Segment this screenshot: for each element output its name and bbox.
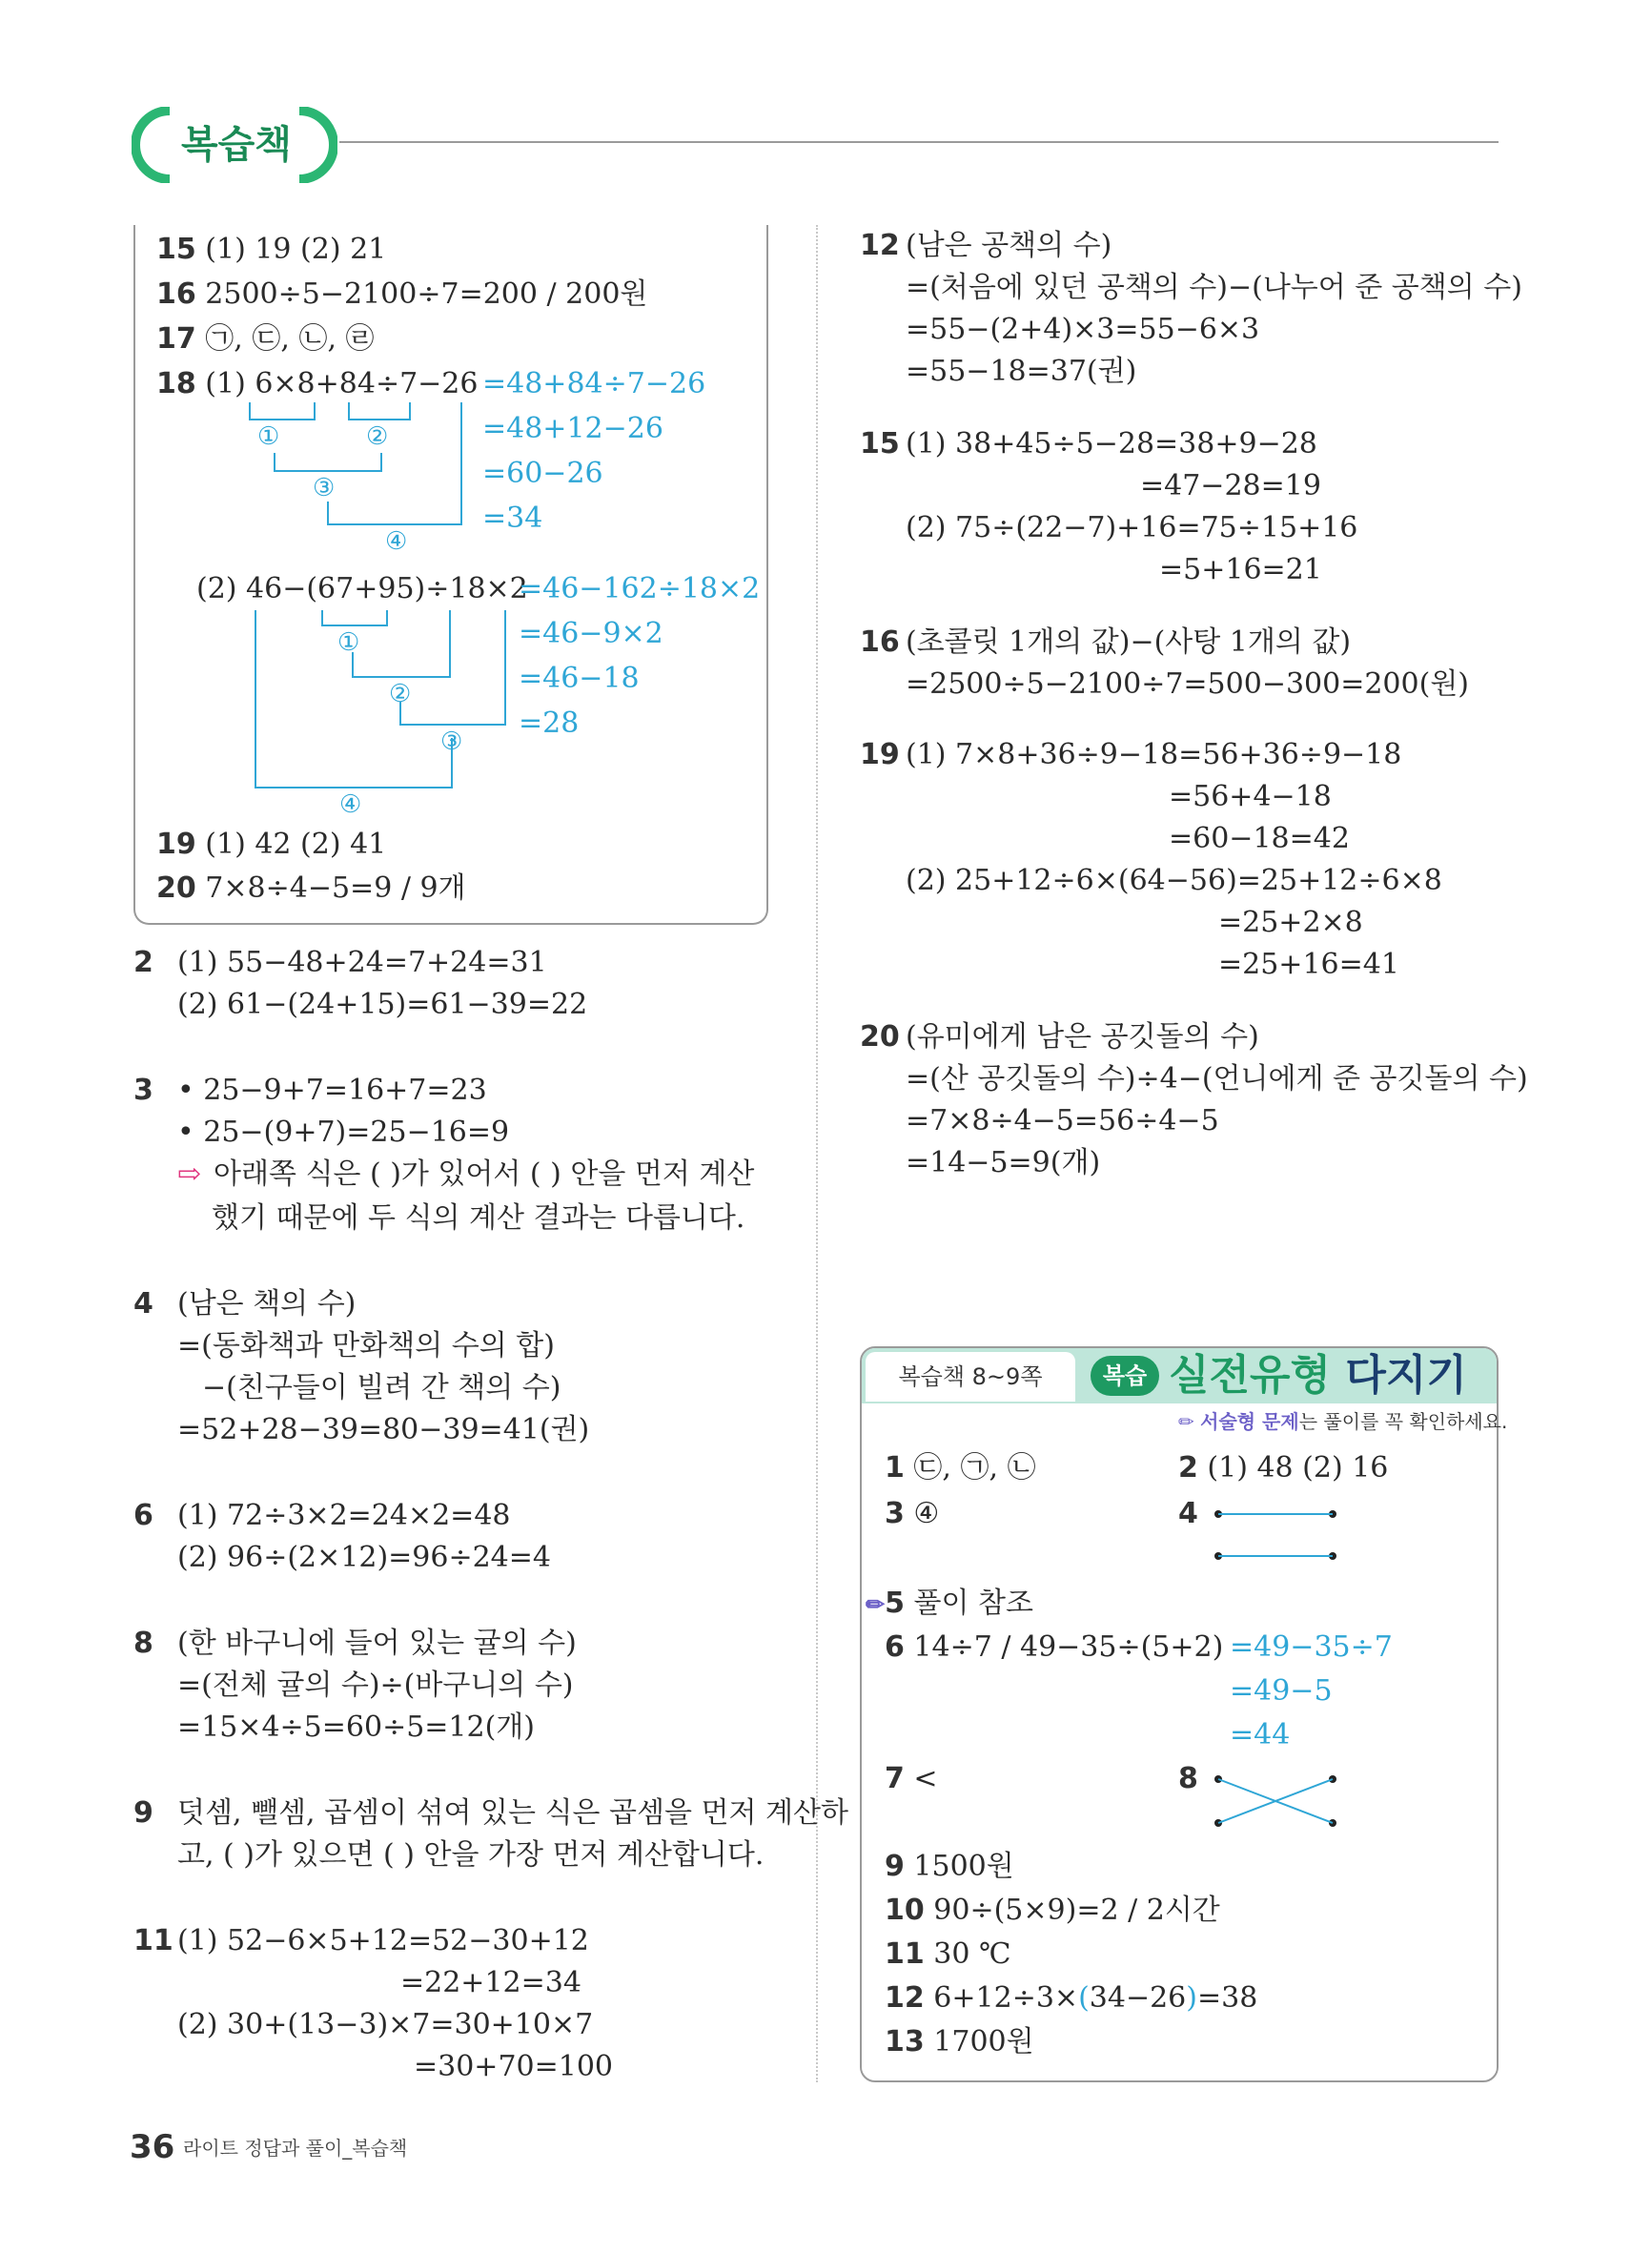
pencil-icon: ✏ — [866, 1590, 886, 1618]
written-answer-note: ✏ 서술형 문제는 풀이를 꼭 확인하세요. — [1178, 1410, 1508, 1433]
q18-2-expression: (2) 46−(67+95)÷18×2 — [196, 572, 528, 605]
q16-line-1: (초콜릿 1개의 값)−(사탕 1개의 값) — [906, 625, 1352, 659]
q20-number: 20 — [860, 1020, 900, 1054]
q8-line-3: =15×4÷5=60÷5=12(개) — [177, 1710, 535, 1744]
answer-item-16: 16 2500÷5−2100÷7=200 / 200원 — [156, 277, 648, 311]
practice-answer-9: 9 1500원 — [885, 1850, 1014, 1883]
q15-line-2: =47−28=19 — [1140, 469, 1321, 502]
q18-2-step-1: =46−162÷18×2 — [519, 572, 761, 605]
page-range-tab: 복습책 8~9쪽 — [866, 1352, 1075, 1402]
q19-line-4: (2) 25+12÷6×(64−56)=25+12÷6×8 — [906, 864, 1442, 897]
practice-answer-8: 8 — [1178, 1762, 1198, 1795]
q11-line-4: =30+70=100 — [414, 2050, 614, 2083]
q8-number: 8 — [133, 1627, 153, 1660]
q11-line-2: =22+12=34 — [400, 1966, 581, 1999]
q16-line-2: =2500÷5−2100÷7=500−300=200(원) — [906, 667, 1469, 701]
order-mark-2: ② — [389, 680, 412, 708]
practice-answer-5: ✏5 풀이 참조 — [866, 1587, 1033, 1620]
q3-line-2: • 25−(9+7)=25−16=9 — [177, 1116, 510, 1149]
q11-line-1: (1) 52−6×5+12=52−30+12 — [177, 1924, 589, 1957]
q18-1-step-3: =60−26 — [482, 457, 603, 490]
q8-line-1: (한 바구니에 들어 있는 귤의 수) — [177, 1627, 577, 1660]
q12-number: 12 — [860, 229, 900, 262]
practice-answer-1: 1 ㉢, ㉠, ㉡ — [885, 1451, 1036, 1485]
q15-number: 15 — [860, 427, 900, 461]
pencil-icon: ✏ — [1178, 1410, 1194, 1433]
q18-1-step-1: =48+84÷7−26 — [482, 367, 706, 400]
q4-line-4: =52+28−39=80−39=41(권) — [177, 1413, 590, 1446]
q18-2-step-4: =28 — [519, 707, 580, 740]
q11-number: 11 — [133, 1924, 173, 1957]
q6-line-2: (2) 96÷(2×12)=96÷24=4 — [177, 1541, 551, 1574]
q9-line-1: 덧셈, 뺄셈, 곱셈이 섞여 있는 식은 곱셈을 먼저 계산하 — [177, 1796, 848, 1830]
order-mark-1: ① — [337, 628, 360, 657]
q2-line-1: (1) 55−48+24=7+24=31 — [177, 946, 547, 979]
q20-line-1: (유미에게 남은 공깃돌의 수) — [906, 1020, 1259, 1054]
q19-line-3: =60−18=42 — [1169, 822, 1350, 855]
q15-line-3: (2) 75÷(22−7)+16=75÷15+16 — [906, 511, 1358, 544]
q15-line-4: =5+16=21 — [1159, 553, 1322, 586]
q20-line-3: =7×8÷4−5=56÷4−5 — [906, 1104, 1219, 1137]
answer-item-19: 19 (1) 42 (2) 41 — [156, 828, 387, 861]
practice-answer-12: 12 6+12÷3×(34−26)=38 — [885, 1981, 1258, 2015]
order-mark-3: ③ — [440, 727, 463, 756]
practice-answer-2: 2 (1) 48 (2) 16 — [1178, 1451, 1389, 1485]
q18-1-step-2: =48+12−26 — [482, 412, 663, 445]
answer-item-15: 15 (1) 19 (2) 21 — [156, 233, 387, 266]
q2-line-2: (2) 61−(24+15)=61−39=22 — [177, 988, 588, 1021]
header-title: 복습책 — [181, 123, 292, 167]
q18-2-step-3: =46−18 — [519, 662, 640, 695]
q9-line-2: 고, ( )가 있으면 ( ) 안을 가장 먼저 계산합니다. — [177, 1838, 765, 1872]
q20-line-2: =(산 공깃돌의 수)÷4−(언니에게 준 공깃돌의 수) — [906, 1062, 1528, 1096]
footer-label: 라이트 정답과 풀이_복습책 — [183, 2137, 408, 2160]
q3-note-1: 아래쪽 식은 ( )가 있어서 ( ) 안을 먼저 계산 — [214, 1157, 755, 1191]
q19-line-6: =25+16=41 — [1218, 948, 1399, 981]
answer-item-18: 18 (1) 6×8+84÷7−26 — [156, 367, 479, 400]
q4-number: 4 — [133, 1287, 153, 1321]
practice-answer-7: 7 < — [885, 1762, 938, 1795]
q8-line-2: =(전체 귤의 수)÷(바구니의 수) — [177, 1669, 574, 1702]
q6-step-2: =49−5 — [1230, 1674, 1333, 1708]
q15-line-1: (1) 38+45÷5−28=38+9−28 — [906, 427, 1317, 461]
q12-line-2: =(처음에 있던 공책의 수)−(나누어 준 공책의 수) — [906, 271, 1522, 304]
q19-line-5: =25+2×8 — [1218, 906, 1363, 939]
q6-step-1: =49−35÷7 — [1230, 1630, 1393, 1664]
q4-line-3: −(친구들이 빌려 간 책의 수) — [202, 1371, 561, 1404]
q4-line-2: =(동화책과 만화책의 수의 합) — [177, 1329, 555, 1362]
q2-line-1: 2 — [133, 946, 153, 979]
q4-line-1: (남은 책의 수) — [177, 1287, 357, 1321]
page-number: 36 — [130, 2128, 175, 2166]
q12-line-1: (남은 공책의 수) — [906, 229, 1112, 262]
practice-answer-4: 4 — [1178, 1497, 1198, 1530]
q12-line-4: =55−18=37(권) — [906, 355, 1137, 388]
answer-item-20: 20 7×8÷4−5=9 / 9개 — [156, 871, 466, 905]
q6-line-1: (1) 72÷3×2=24×2=48 — [177, 1499, 511, 1532]
q6-number: 6 — [133, 1499, 153, 1532]
q18-1-step-4: =34 — [482, 502, 543, 535]
order-mark-1: ① — [257, 422, 280, 451]
order-mark-4: ④ — [385, 527, 408, 556]
q20-line-4: =14−5=9(개) — [906, 1146, 1101, 1179]
practice-answer-6: 6 14÷7 / 49−35÷(5+2) — [885, 1630, 1224, 1664]
answer-item-17: 17 ㉠, ㉢, ㉡, ㉣ — [156, 322, 375, 356]
q3-number: 3 — [133, 1074, 153, 1107]
practice-answer-11: 11 30 ℃ — [885, 1937, 1011, 1971]
q18-2-step-2: =46−9×2 — [519, 617, 663, 650]
practice-answer-3: 3 ④ — [885, 1497, 940, 1530]
order-mark-4: ④ — [339, 790, 362, 819]
q12-line-3: =55−(2+4)×3=55−6×3 — [906, 313, 1260, 346]
q3-note-2: 했기 때문에 두 식의 계산 결과는 다릅니다. — [212, 1201, 745, 1235]
order-mark-2: ② — [366, 422, 389, 451]
q19-line-1: (1) 7×8+36÷9−18=56+36÷9−18 — [906, 738, 1402, 771]
q11-line-3: (2) 30+(13−3)×7=30+10×7 — [177, 2008, 594, 2041]
practice-answer-13: 13 1700원 — [885, 2025, 1034, 2058]
q19-line-2: =56+4−18 — [1169, 780, 1332, 813]
q16-number: 16 — [860, 625, 900, 659]
q19-number: 19 — [860, 738, 900, 771]
q3-line-1: • 25−9+7=16+7=23 — [177, 1074, 487, 1107]
review-badge: 복습 — [1091, 1356, 1159, 1396]
practice-answer-10: 10 90÷(5×9)=2 / 2시간 — [885, 1894, 1220, 1927]
q9-number: 9 — [133, 1796, 153, 1830]
arrow-icon: ⇨ — [177, 1157, 202, 1191]
practice-title: 실전유형 다지기 — [1169, 1351, 1467, 1400]
q6-step-3: =44 — [1230, 1718, 1291, 1751]
order-mark-3: ③ — [313, 474, 336, 502]
